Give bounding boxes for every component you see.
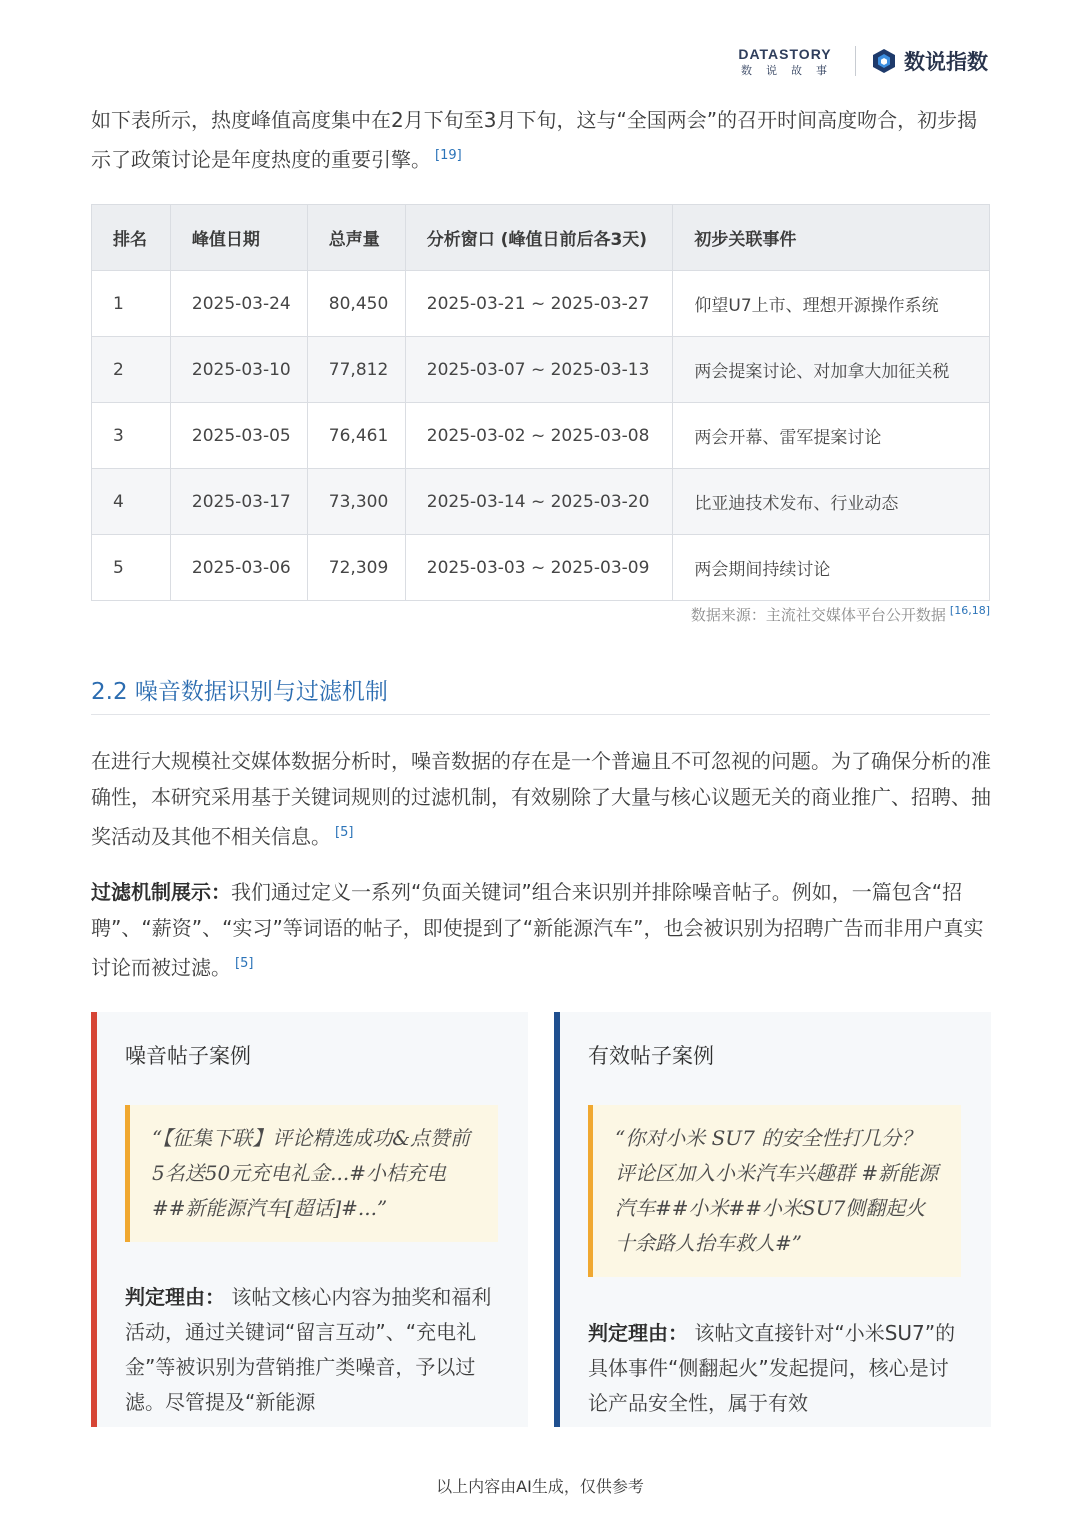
noise-reason [125,1280,505,1420]
datastory-logo-cn: 数说故事 [741,63,841,77]
noise-intro-text: 在进行大规模社交媒体数据分析时，噪音数据的存在是一个普遍且不可忽视的问题。为了确保分析的准确性，本研究采用基于关键词规则的过滤机制，有效剔除了大量与核心议题无关的商业推广、招聘、抽奖活动及其他不相关信息。 [91,749,991,849]
valid-reason-text: 该帖文直接针对“小米SU7”的具体事件“侧翻起火”发起提问，核心是讨论产品安全性，属于有效 [588,1321,956,1415]
table-row [92,535,990,601]
filter-mechanism-paragraph [91,874,991,986]
table-header-cell: 峰值日期 [170,205,307,271]
table-cell: 2025-03-05 [170,403,307,469]
table-cell: 比亚迪技术发布、行业动态 [673,469,990,535]
table-row [92,271,990,337]
intro-citation[interactable]: [19] [435,148,462,163]
noise-card-title: 噪音帖子案例 [125,1044,251,1068]
valid-reason [588,1316,968,1421]
table-cell: 两会开幕、雷军提案讨论 [673,403,990,469]
table-cell: 2025-03-17 [170,469,307,535]
ai-disclaimer-footer: 以上内容由AI生成，仅供参考 [436,1477,644,1496]
noise-reason-text: 该帖文核心内容为抽奖和福利活动，通过关键词“留言互动”、“充电礼金”等被识别为营销推广类噪音，予以过滤。尽管提及“新能源 [125,1285,492,1414]
table-cell: 2025-03-02 ~ 2025-03-08 [405,403,673,469]
datastory-logo-en: DATASTORY [738,45,832,62]
shushuo-index-logo [870,46,988,76]
intro-text: 如下表所示，热度峰值高度集中在2月下旬至3月下旬，这与“全国两会”的召开时间高度吻合，初步揭示了政策讨论是年度热度的重要引擎。 [91,108,978,172]
logo-divider [855,46,856,76]
table-cell: 5 [92,535,171,601]
noise-reason-label: 判定理由： [125,1285,225,1309]
table-cell: 仰望U7上市、理想开源操作系统 [673,271,990,337]
peak-table [91,204,990,601]
table-cell: 2025-03-21 ~ 2025-03-27 [405,271,673,337]
table-cell: 2025-03-10 [170,337,307,403]
section-divider [91,714,990,715]
valid-post-card [554,1012,991,1427]
noise-post-quote: “【征集下联】评论精选成功&点赞前5名送50元充电礼金...#小桔充电##新能源汽车[超话]#...” [125,1105,498,1242]
table-cell: 2025-03-06 [170,535,307,601]
table-cell: 2025-03-14 ~ 2025-03-20 [405,469,673,535]
table-row [92,403,990,469]
valid-reason-label: 判定理由： [588,1321,688,1345]
noise-post-card [91,1012,528,1427]
table-header-cell: 分析窗口 (峰值日前后各3天) [405,205,673,271]
table-cell: 73,300 [307,469,405,535]
table-cell: 1 [92,271,171,337]
table-cell: 77,812 [307,337,405,403]
section-title: 2.2 噪音数据识别与过滤机制 [91,679,388,705]
shushuo-logo-icon [870,47,898,75]
table-row [92,337,990,403]
table-cell: 2025-03-24 [170,271,307,337]
intro-paragraph [91,102,991,178]
header-logos [729,46,988,76]
table-header-cell: 总声量 [307,205,405,271]
table-cell: 72,309 [307,535,405,601]
table-cell: 两会提案讨论、对加拿大加征关税 [673,337,990,403]
table-cell: 80,450 [307,271,405,337]
noise-intro-citation[interactable]: [5] [335,825,354,840]
table-cell: 2 [92,337,171,403]
table-cell: 3 [92,403,171,469]
table-cell: 2025-03-03 ~ 2025-03-09 [405,535,673,601]
valid-card-title: 有效帖子案例 [588,1044,714,1068]
filter-mechanism-citation[interactable]: [5] [235,956,254,971]
data-source-citation[interactable]: [16,18] [949,604,990,617]
data-source-text: 数据来源：主流社交媒体平台公开数据 [690,606,946,624]
table-header-cell: 排名 [92,205,171,271]
table-cell: 4 [92,469,171,535]
data-source-note [691,604,990,625]
table-cell: 2025-03-07 ~ 2025-03-13 [405,337,673,403]
table-cell: 两会期间持续讨论 [673,535,990,601]
filter-mechanism-text: 我们通过定义一系列“负面关键词”组合来识别并排除噪音帖子。例如，一篇包含“招聘”、“薪资”、“实习”等词语的帖子，即使提到了“新能源汽车”，也会被识别为招聘广告而非用户真实讨论而被过滤。 [91,880,984,980]
noise-intro-paragraph [91,743,991,855]
table-cell: 76,461 [307,403,405,469]
shushuo-logo-text: 数说指数 [904,50,988,74]
datastory-logo [729,47,841,76]
filter-mechanism-label: 过滤机制展示： [91,880,231,904]
table-header-row [92,205,990,271]
table-row [92,469,990,535]
table-header-cell: 初步关联事件 [673,205,990,271]
valid-post-quote: “你对小米 SU7 的安全性打几分？评论区加入小米汽车兴趣群 #新能源汽车##小米##小米SU7侧翻起火十余路人抬车救人#” [588,1105,961,1277]
